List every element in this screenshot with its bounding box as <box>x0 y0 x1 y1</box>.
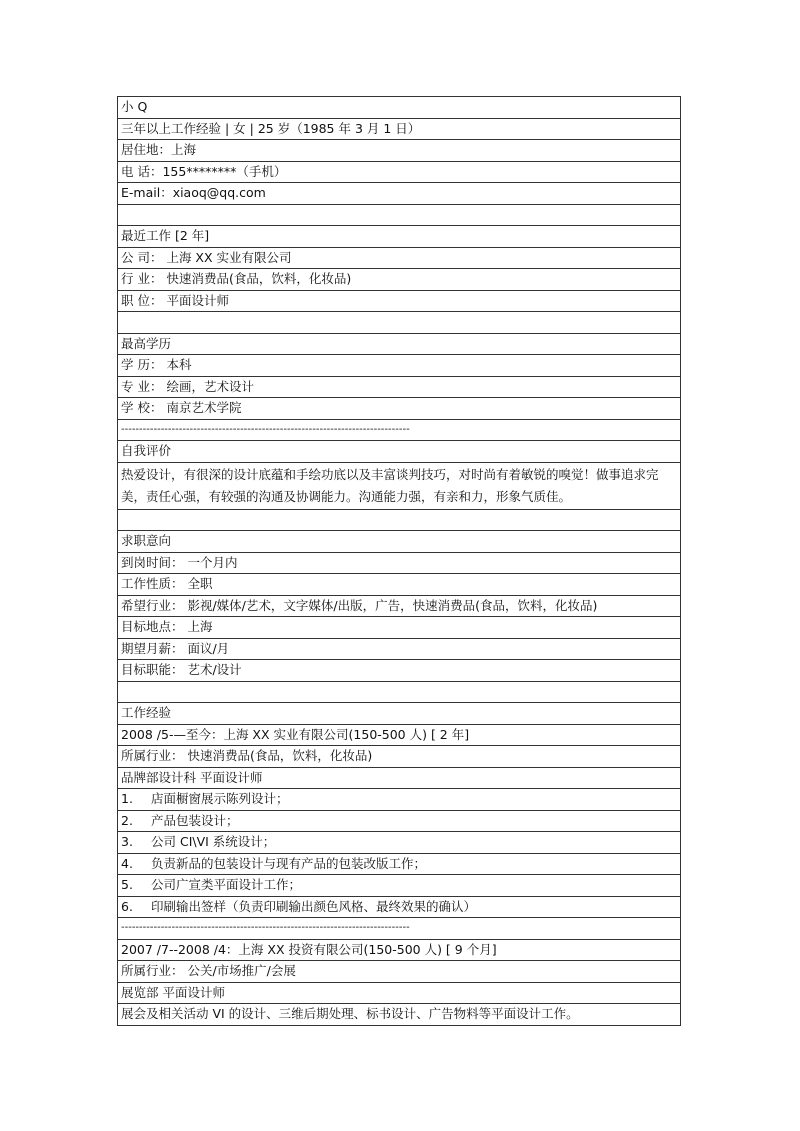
empty-row <box>118 509 681 531</box>
email-cell: E-mail：xiaoq@qq.com <box>118 183 681 205</box>
recent-job-heading: 最近工作 [2 年] <box>118 226 681 248</box>
recent-position-cell: 职 位： 平面设计师 <box>118 290 681 312</box>
separator-row: -------------------------------------------------------------------------------- <box>118 419 681 441</box>
experience-heading: 工作经验 <box>118 703 681 725</box>
target-function-cell: 目标职能： 艺术/设计 <box>118 660 681 682</box>
duty-text: 负责新品的包装设计与现有产品的包装改版工作； <box>151 855 427 871</box>
summary-cell: 三年以上工作经验 | 女 | 25 岁（1985 年 3 月 1 日） <box>118 118 681 140</box>
duty-item <box>118 810 681 832</box>
duty-item <box>118 896 681 918</box>
job2-industry: 所属行业： 公关/市场推广/会展 <box>118 961 681 983</box>
duty-item <box>118 789 681 811</box>
duty-number: 2. <box>121 812 133 828</box>
duty-number: 4. <box>121 855 133 871</box>
self-eval-heading: 自我评价 <box>118 441 681 463</box>
duty-text: 印刷输出签样（负责印刷输出颜色风格、最终效果的确认） <box>151 898 477 914</box>
duty-text: 公司广宣类平面设计工作； <box>151 877 302 892</box>
start-time-cell: 到岗时间： 一个月内 <box>118 552 681 574</box>
recent-industry-cell: 行 业： 快速消费品(食品，饮料，化妆品) <box>118 269 681 291</box>
job1-title: 2008 /5-—至今：上海 XX 实业有限公司(150-500 人) [ 2 年] <box>118 724 681 746</box>
duty-item <box>118 875 681 897</box>
duty-text: 产品包装设计； <box>151 812 239 828</box>
job2-desc: 展会及相关活动 VI 的设计、三维后期处理、标书设计、广告物料等平面设计工作。 <box>118 1004 681 1026</box>
duty-number: 1. <box>121 791 133 806</box>
duty-item <box>118 853 681 875</box>
desired-industries-cell: 希望行业： 影视/媒体/艺术，文字媒体/出版，广告，快速消费品(食品，饮料，化妆品) <box>118 595 681 617</box>
separator-row: -------------------------------------------------------------------------------- <box>118 918 681 940</box>
job1-industry: 所属行业： 快速消费品(食品，饮料，化妆品) <box>118 746 681 768</box>
degree-cell: 学 历： 本科 <box>118 355 681 377</box>
job1-dept: 品牌部设计科 平面设计师 <box>118 767 681 789</box>
empty-row <box>118 312 681 334</box>
school-cell: 学 校： 南京艺术学院 <box>118 398 681 420</box>
duty-number: 5. <box>121 877 133 892</box>
salary-cell: 期望月薪： 面议/月 <box>118 638 681 660</box>
job2-dept: 展览部 平面设计师 <box>118 982 681 1004</box>
duty-text: 店面橱窗展示陈列设计； <box>151 791 289 806</box>
empty-row <box>118 681 681 703</box>
location-cell: 居住地：上海 <box>118 140 681 162</box>
name-cell: 小 Q <box>118 97 681 119</box>
duty-item <box>118 832 681 854</box>
duty-text: 公司 CI\VI 系统设计； <box>151 834 276 849</box>
phone-cell: 电 话：155********（手机） <box>118 161 681 183</box>
recent-company-cell: 公 司： 上海 XX 实业有限公司 <box>118 247 681 269</box>
intention-heading: 求职意向 <box>118 531 681 553</box>
major-cell: 专 业： 绘画，艺术设计 <box>118 376 681 398</box>
job2-title: 2007 /7--2008 /4：上海 XX 投资有限公司(150-500 人) [ 9 个月] <box>118 939 681 961</box>
education-heading: 最高学历 <box>118 333 681 355</box>
duty-number: 3. <box>121 834 133 849</box>
empty-row <box>118 204 681 226</box>
job-type-cell: 工作性质： 全职 <box>118 574 681 596</box>
target-place-cell: 目标地点： 上海 <box>118 617 681 639</box>
duty-number: 6. <box>121 898 133 914</box>
resume-table <box>117 96 681 1026</box>
self-eval-text: 热爱设计，有很深的设计底蕴和手绘功底以及丰富谈判技巧，对时尚有着敏锐的嗅觉！做事追求完美，责任心强，有较强的沟通及协调能力。沟通能力强，有亲和力，形象气质佳。 <box>118 462 681 509</box>
